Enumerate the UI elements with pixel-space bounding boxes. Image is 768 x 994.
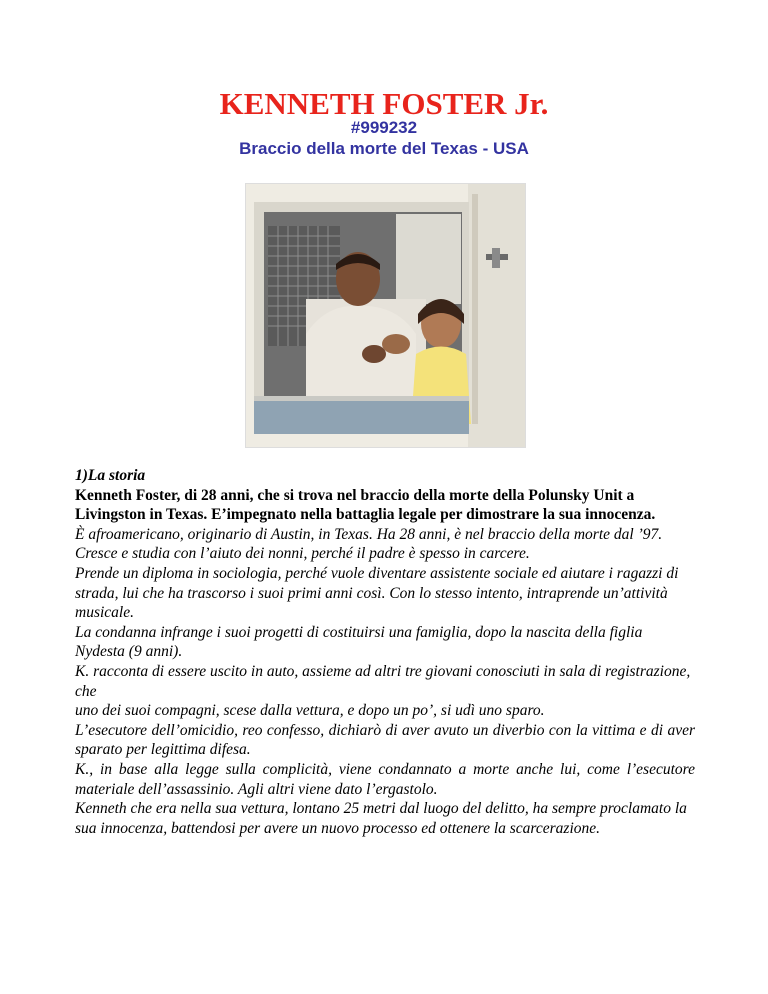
- paragraph: La condanna infrange i suoi progetti di costituirsi una famiglia, dopo la nascita della figlia Nydesta (9 anni).: [75, 623, 643, 661]
- paragraph: Kenneth che era nella sua vettura, lontano 25 metri dal luogo del delitto, ha sempre proclamato la sua innocenza, battendosi per avere un nuovo processo ed ottenere la scarcerazione.: [75, 800, 687, 837]
- inmate-number: #999232: [350, 118, 418, 137]
- paragraph: È afroamericano, originario di Austin, in Texas. Ha 28 anni, è nel braccio della morte dal ’97.: [75, 525, 663, 543]
- paragraph: Cresce e studia con l’aiuto dei nonni, perché il padre è spesso in carcere.: [75, 545, 530, 563]
- photo: [245, 183, 526, 448]
- paragraph: Prende un diploma in sociologia, perché vuole diventare assistente sociale ed aiutare i ragazzi di strada, lui che ha trascorso i suoi primi anni così. Con lo stesso intento, intraprende un’attività musicale.: [75, 564, 679, 622]
- page-subtitle: Braccio della morte del Texas - USA: [239, 139, 529, 158]
- paragraph: uno dei suoi compagni, scese dalla vettura, e dopo un po’, si udì uno sparo.: [75, 702, 545, 720]
- paragraph: K., in base alla legge sulla complicità, viene condannato a morte anche lui, come l’esecutore materiale dell’assassinio. Agli altri viene dato l’ergastolo.: [75, 760, 695, 798]
- photo-icon: [246, 184, 525, 447]
- paragraph: K. racconta di essere uscito in auto, assieme ad altri tre giovani conosciuti in sala di registrazione, che: [75, 662, 691, 700]
- page-title: KENNETH FOSTER Jr.: [219, 86, 549, 121]
- paragraph: L’esecutore dell’omicidio, reo confesso, dichiarò di aver avuto un diverbio con la vittima e di aver sparato per legittima difesa.: [75, 721, 695, 759]
- story-section: [75, 466, 695, 838]
- section-heading: 1)La storia: [75, 467, 146, 484]
- intro-paragraph: Kenneth Foster, di 28 anni, che si trova nel braccio della morte della Polunsky Unit a Livingston in Texas. E’impegnato nella battaglia legale per dimostrare la sua innocenza.: [75, 486, 656, 524]
